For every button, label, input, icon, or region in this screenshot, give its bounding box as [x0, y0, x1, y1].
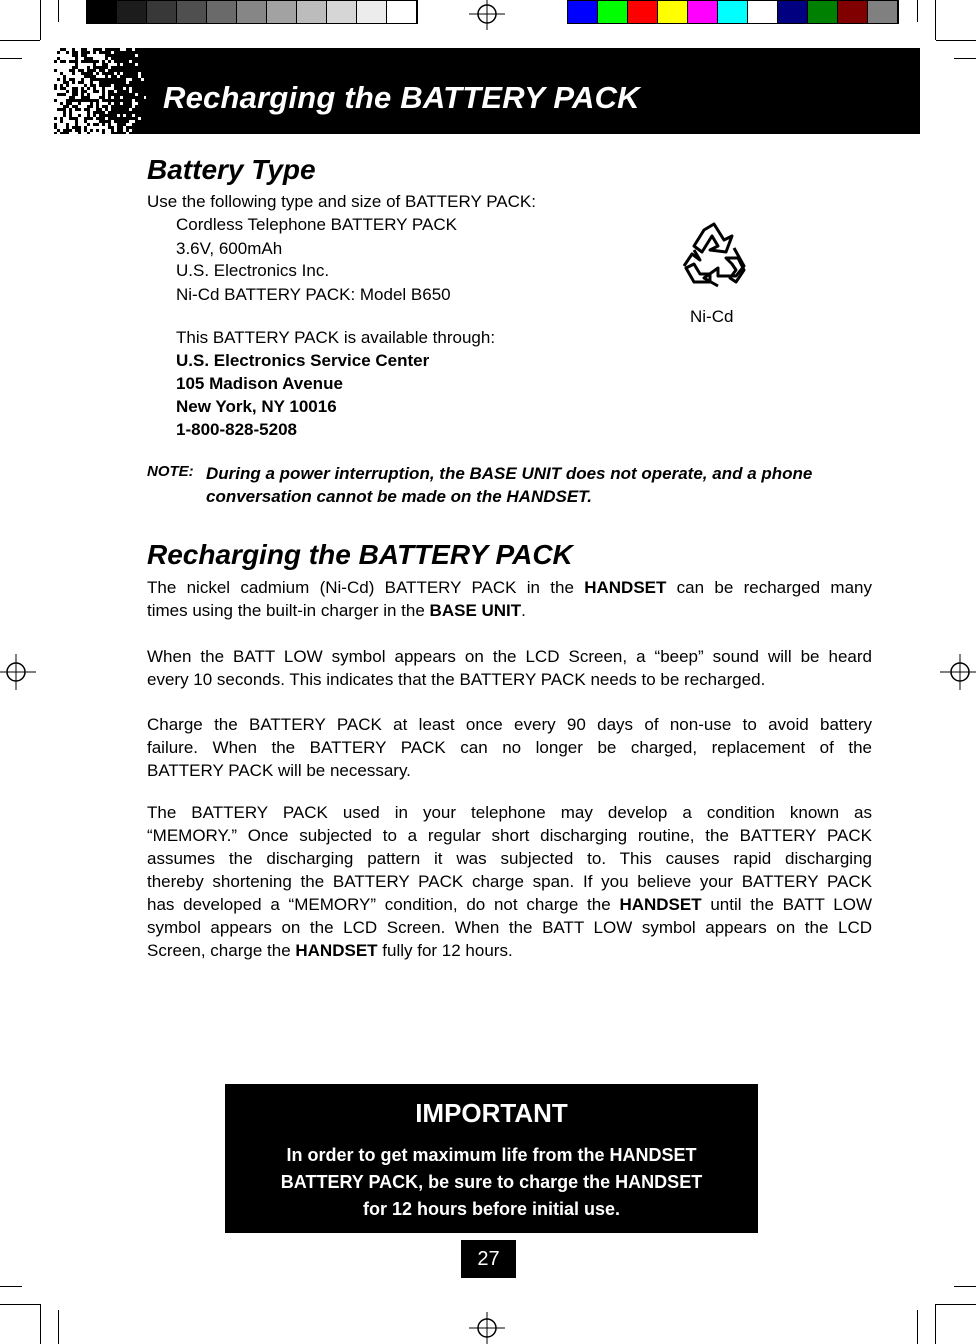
spec-line: 3.6V, 600mAh	[176, 239, 283, 258]
important-line: for 12 hours before initial use.	[362, 1199, 621, 1219]
spec-line: Ni-Cd BATTERY PACK: Model B650	[176, 285, 451, 304]
recycle-icon	[680, 222, 748, 288]
color-swatch	[658, 1, 688, 23]
paragraph-charge-frequency	[147, 713, 872, 782]
color-swatch	[297, 1, 327, 23]
paragraph-batt-low	[147, 645, 872, 691]
color-swatch	[868, 1, 898, 23]
color-swatch	[267, 1, 297, 23]
spec-line: Cordless Telephone BATTERY PACK	[176, 215, 457, 234]
color-swatch	[598, 1, 628, 23]
header-dither-pattern	[54, 48, 146, 134]
address-line: 1-800-828-5208	[176, 420, 297, 439]
color-swatch	[117, 1, 147, 23]
color-calibration-bar	[567, 0, 899, 24]
paragraph-line: assumes the discharging pattern it was subjected to. This causes rapid discharging	[147, 849, 872, 868]
recycle-label: Ni-Cd	[690, 307, 734, 326]
paragraph-line: Charge the BATTERY PACK at least once every 90 days of non-use to avoid battery	[147, 715, 872, 734]
color-swatch	[568, 1, 598, 23]
page-number: 27	[461, 1240, 516, 1278]
paragraph-line: times using the built-in charger in the BASE UNIT.	[147, 601, 526, 620]
paragraph-line: symbol appears on the LCD Screen. When the BATT LOW symbol appears on the LCD	[147, 918, 872, 937]
note-line: conversation cannot be made on the HANDSET.	[206, 487, 593, 506]
color-swatch	[357, 1, 387, 23]
color-swatch	[87, 1, 117, 23]
recharging-heading: Recharging the BATTERY PACK	[147, 539, 573, 570]
important-box	[225, 1084, 758, 1233]
color-swatch	[778, 1, 808, 23]
paragraph-line: “MEMORY.” Once subjected to a regular short discharging routine, the BATTERY PACK	[147, 826, 872, 845]
registration-mark-icon	[940, 654, 976, 690]
color-swatch	[147, 1, 177, 23]
paragraph-line: The BATTERY PACK used in your telephone may develop a condition known as	[147, 803, 872, 822]
color-swatch	[177, 1, 207, 23]
paragraph-line: thereby shortening the BATTERY PACK charge span. If you believe your BATTERY PACK	[147, 872, 872, 891]
color-swatch	[387, 1, 417, 23]
availability-text: This BATTERY PACK is available through:	[176, 328, 496, 347]
paragraph-line: failure. When the BATTERY PACK can no longer be charged, replacement of the	[147, 738, 872, 757]
paragraph-memory	[147, 801, 872, 962]
color-swatch	[628, 1, 658, 23]
page-title: Recharging the BATTERY PACK	[163, 80, 640, 115]
important-line: In order to get maximum life from the HANDSET	[286, 1145, 697, 1165]
color-swatch	[237, 1, 267, 23]
paragraph-line: BATTERY PACK will be necessary.	[147, 761, 411, 780]
color-swatch	[688, 1, 718, 23]
battery-type-intro: Use the following type and size of BATTERY PACK:	[147, 192, 536, 211]
paragraph-line: The nickel cadmium (Ni-Cd) BATTERY PACK in the HANDSET can be recharged many	[147, 578, 872, 597]
paragraph-line: When the BATT LOW symbol appears on the LCD Screen, a “beep” sound will be heard	[147, 647, 872, 666]
color-swatch	[718, 1, 748, 23]
registration-mark-icon	[469, 0, 505, 36]
address-line: U.S. Electronics Service Center	[176, 351, 430, 370]
spec-line: U.S. Electronics Inc.	[176, 261, 330, 280]
paragraph-line: has developed a “MEMORY” condition, do not charge the HANDSET until the BATT LOW	[147, 895, 872, 914]
address-line: New York, NY 10016	[176, 397, 337, 416]
important-title: IMPORTANT	[415, 1098, 568, 1128]
color-swatch	[748, 1, 778, 23]
address-line: 105 Madison Avenue	[176, 374, 343, 393]
color-swatch	[327, 1, 357, 23]
note-label: NOTE:	[147, 463, 194, 480]
registration-mark-icon	[469, 1308, 505, 1344]
color-swatch	[207, 1, 237, 23]
paragraph-recharge-intro	[147, 576, 872, 622]
important-body	[225, 1142, 758, 1223]
paragraph-line: every 10 seconds. This indicates that the BATTERY PACK needs to be recharged.	[147, 670, 766, 689]
battery-type-heading: Battery Type	[147, 154, 316, 185]
registration-mark-icon	[0, 654, 36, 690]
grayscale-calibration-bar	[86, 0, 418, 24]
paragraph-line: Screen, charge the HANDSET fully for 12 hours.	[147, 941, 513, 960]
important-line: BATTERY PACK, be sure to charge the HANDSET	[280, 1172, 703, 1192]
color-swatch	[838, 1, 868, 23]
color-swatch	[808, 1, 838, 23]
note-line: During a power interruption, the BASE UNIT does not operate, and a phone	[206, 464, 813, 483]
